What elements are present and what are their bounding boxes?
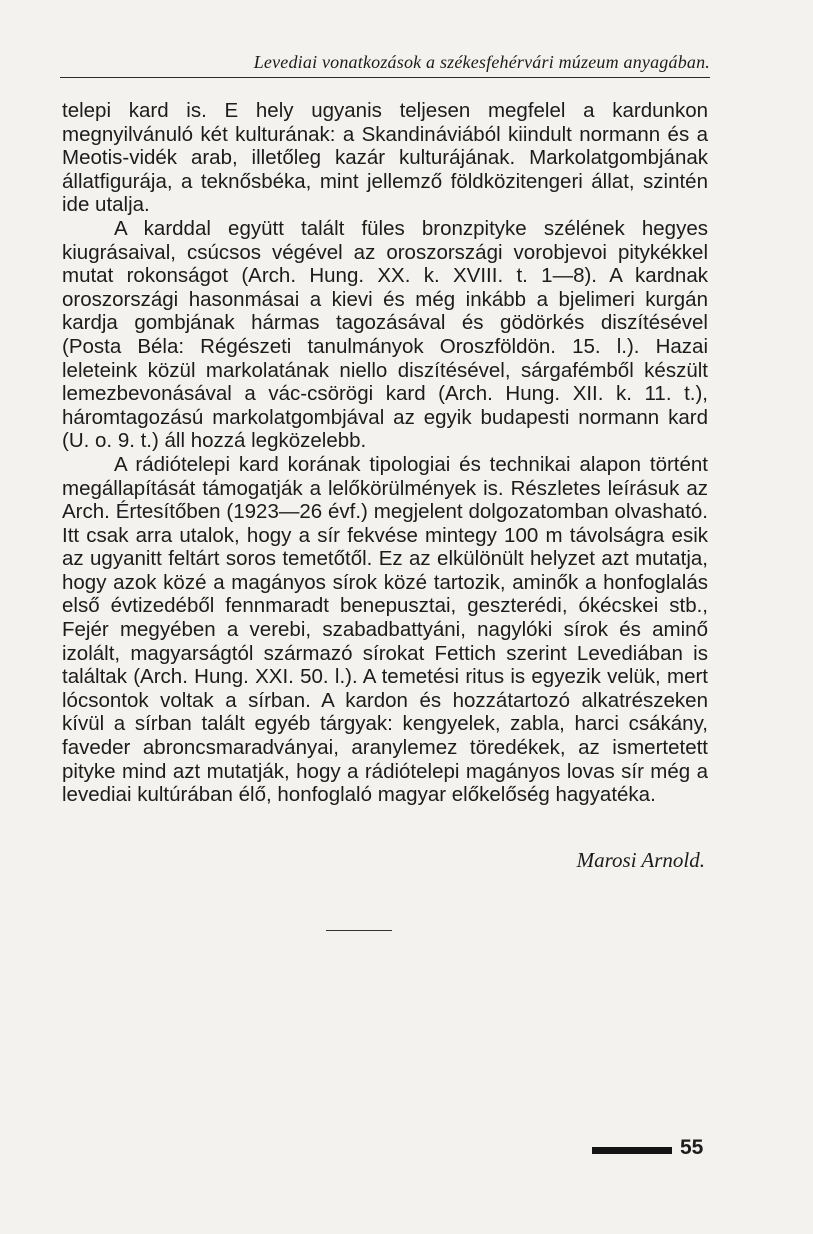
paragraph-continuation: telepi kard is. E hely ugyanis teljesen megfelel a kardunkon megnyilvánuló két kulturának: a Skandináviából kiindult normann és a Meotis-vidék arab, illetőleg kazár kulturájának. Markolatgombjának állatfigurája, a teknősbéka, mint jellemző földközitengeri állat, szintén ide utalja. xyxy=(62,99,708,217)
folio-bar xyxy=(592,1147,672,1154)
running-head: Levediai vonatkozások a székesfehérvári múzeum anyagában. xyxy=(253,52,710,72)
paragraph-dating: A rádiótelepi kard korának tipologiai és technikai alapon történt megállapítását támogatják a lelőkörülmények is. Részletes leírásuk az Arch. Értesítőben (1923—26 évf.) megjelent dolgozatomban olvasható. Itt csak arra utalok, hogy a sír fekvése mintegy 100 m távolságra esik az ugyanitt feltárt soros temetőtől. Ez az elkülönült helyzet azt mutatja, hogy azok közé a magányos sírok közé tartozik, aminők a honfoglalás első évtizedéből fennmaradt benepusztai, geszterédi, ókécskei stb., Fejér megyében a verebi, szabadbattyáni, nagylóki sírok és aminő izolált, magyarságtól származó sírokat Fettich szerint Levediában is találtak (Arch. Hung. XXI. 50. l.). A temetési ritus is egyezik velük, mert lócsontok voltak a sírban. A kardon és hozzátartozó alkatrészeken kívül a sírban talált egyéb tárgyak: kengyelek, zabla, harci csákány, faveder abroncsmaradványai, aranylemez töredékek, az ismertetett pityke mind azt mutatják, hogy a rádiótelepi magányos lovas sír még a levediai kultúrában élő, honfoglaló magyar előkelőség hagyatéka. xyxy=(62,452,708,807)
paragraph-pityke: A karddal együtt talált füles bronzpityke szélének hegyes kiugrásaival, csúcsos végével az oroszországi vorobjevoi pitykékkel mutat rokonságot (Arch. Hung. XX. k. XVIII. t. 1—8). A kardnak oroszországi hasonmásai a kievi és még inkább a bjelimeri kurgán kardja gombjának hármas tagozásával és gödörkés diszítésével (Posta Béla: Régészeti tanulmányok Oroszföldön. 15. l.). Hazai leleteink közül markolatának niello diszítésével, sárgafémből készült lemezbevonásával a vác-csörögi kard (Arch. Hung. XII. k. 11. t.), háromtagozású markolatgombjával az egyik budapesti normann kard (U. o. 9. t.) áll hozzá legközelebb. xyxy=(62,216,708,453)
page-number: 55 xyxy=(680,1136,704,1159)
end-rule xyxy=(326,930,392,931)
author-signature: Marosi Arnold. xyxy=(576,848,705,872)
header-rule xyxy=(60,77,710,78)
body-text xyxy=(62,99,708,807)
